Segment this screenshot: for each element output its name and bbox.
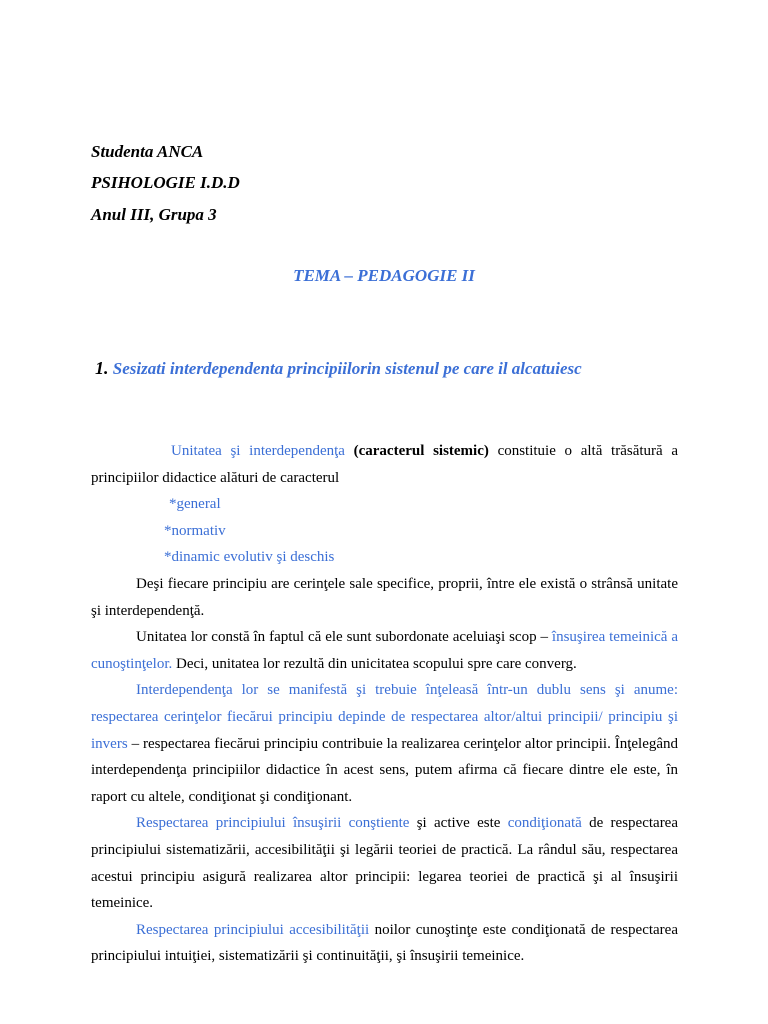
p5-rest: de respectarea principiului sistematizării, accesibilităţii şi legării teoriei de practică. La rândul său, respectarea acestui principiu asigură realizarea altor principii: legarea teoriei de practică şi al însuşirii temeinice. <box>91 815 679 912</box>
p4-rest: – respectarea fiecărui principiu contribuie la realizarea cerinţelor altor principii. Înţelegând interdependenţa principiilor didactice în acest sens, putem afirma că fiecare dintre ele este, în raport cu altele, condiţionat şi condiţionant. <box>91 735 679 805</box>
list-item-general: *general <box>169 496 221 513</box>
year-group-line: Anul III, Grupa 3 <box>91 205 217 224</box>
p6-rest: noilor cunoştinţe este condiţionată de respectarea principiului intuiţiei, sistematizării şi continuităţii, şi însuşirii temeinice. <box>91 921 678 965</box>
list-item-normativ: *normativ <box>164 522 226 539</box>
paragraph-4 <box>91 677 678 810</box>
paragraph-3 <box>91 624 678 677</box>
p5-highlight-2: condiţionată <box>507 815 582 832</box>
paragraph-1 <box>91 438 678 491</box>
p5-highlight: Respectarea principiului însuşirii conştiente <box>136 815 410 832</box>
paragraph-2: Deşi fiecare principiu are cerinţele sale specifice, proprii, între ele există o strânsă unitate şi interdependenţă. <box>91 575 678 619</box>
document-title: TEMA – PEDAGOGIE II <box>293 266 475 285</box>
p6-highlight: Respectarea principiului accesibilităţii <box>136 921 370 938</box>
document-body <box>91 438 678 970</box>
question-number: 1. <box>95 358 109 378</box>
list-item-dinamic: *dinamic evolutiv şi deschis <box>164 549 335 566</box>
p1-highlight: Unitatea şi interdependenţa <box>171 443 345 459</box>
student-name: Studenta ANCA <box>91 142 204 161</box>
p3-rest: Deci, unitatea lor rezultă din unicitatea scopului spre care converg. <box>176 655 577 672</box>
paragraph-5 <box>91 810 678 916</box>
p3-text: Unitatea lor constă în faptul că ele sunt subordonate aceluiaşi scop – <box>136 629 548 646</box>
question-heading <box>95 358 755 379</box>
faculty-line: PSIHOLOGIE I.D.D <box>91 173 240 192</box>
p4-highlight: Interdependenţa lor se manifestă şi trebuie înţeleasă într-un dublu sens şi anume: respectarea cerinţelor fiecărui principiu depinde de respectarea altor/altui principii/ principiu şi invers <box>91 682 678 752</box>
paragraph-6 <box>91 917 678 970</box>
p3-highlight: însuşirea temeinică a cunoştinţelor. <box>91 629 678 672</box>
p1-rest: constituie o altă trăsătură a principiilor didactice alături de caracterul <box>91 443 678 486</box>
question-text: Sesizati interdependenta principiilorin sistenul pe care il alcatuiesc <box>112 359 582 378</box>
p5-text: şi active este <box>416 815 501 832</box>
p1-bold: (caracterul sistemic) <box>353 443 489 459</box>
